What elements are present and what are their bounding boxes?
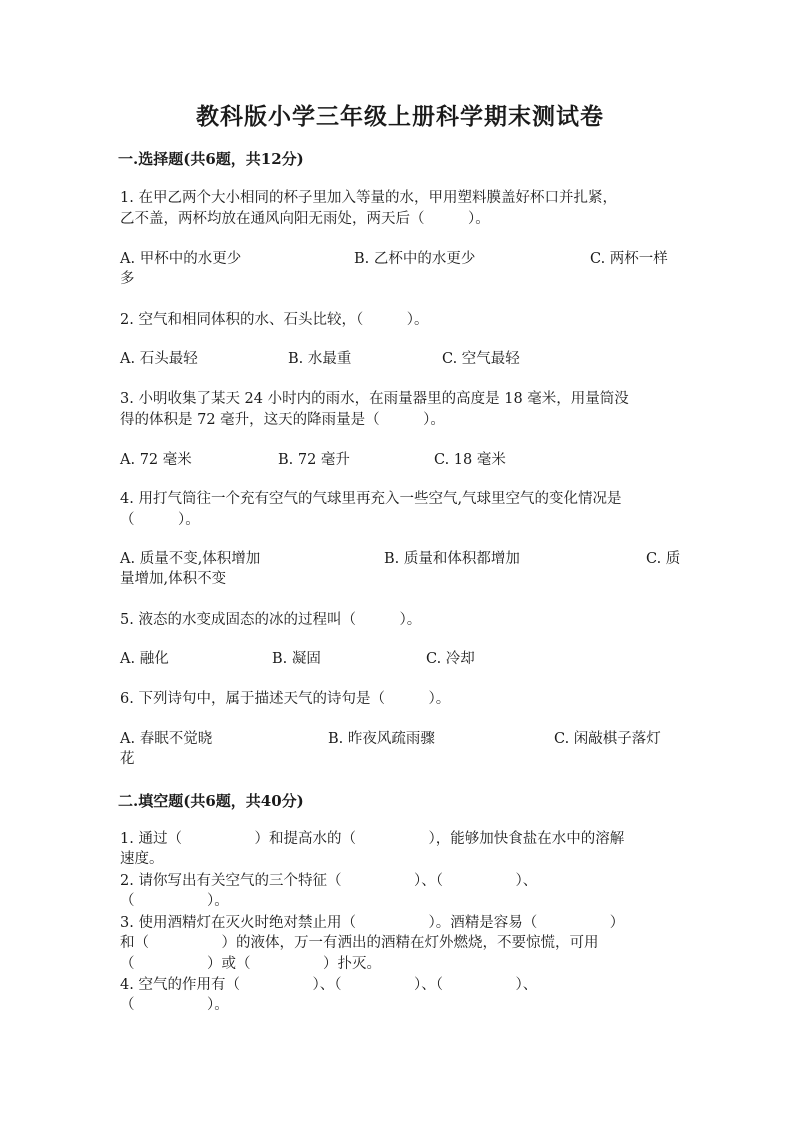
question-4-option-c: C. 质 — [646, 551, 681, 567]
page-title: 教科版小学三年级上册科学期末测试卷 — [196, 103, 604, 130]
question-6-options — [120, 729, 680, 749]
question-1-options — [120, 249, 680, 269]
fill-line-8: 4. 空气的作用有（ ）、（ ）、（ ）、 — [120, 977, 538, 993]
question-1-option-wrap: 多 — [120, 271, 135, 287]
question-3-line-1: 3. 小明收集了某天 24 小时内的雨水，在雨量器里的高度是 18 毫米，用量筒没 — [120, 391, 629, 407]
question-4-option-a: A. 质量不变,体积增加 — [120, 551, 261, 567]
question-2-option-b: B. 水最重 — [288, 351, 352, 367]
question-3-option-c: C. 18 毫米 — [434, 452, 506, 468]
fill-line-2: 速度。 — [120, 851, 164, 867]
question-5-option-c: C. 冷却 — [426, 651, 475, 667]
question-2-option-a: A. 石头最轻 — [120, 351, 198, 367]
question-1-line-2: 乙不盖，两杯均放在通风向阳无雨处，两天后（ ）。 — [120, 211, 490, 227]
question-2-line-1: 2. 空气和相同体积的水、石头比较，（ ）。 — [120, 312, 429, 328]
question-3-option-b: B. 72 毫升 — [278, 452, 350, 468]
question-6-option-wrap: 花 — [120, 751, 135, 767]
section-heading-fill-blank: 二.填空题(共6题，共40分) — [118, 792, 304, 810]
question-6-option-b: B. 昨夜风疏雨骤 — [328, 731, 435, 747]
question-5-line-1: 5. 液态的水变成固态的冰的过程叫（ ）。 — [120, 612, 422, 628]
question-1-option-a: A. 甲杯中的水更少 — [120, 251, 242, 267]
question-2-options — [120, 349, 680, 369]
question-1-line-1: 1. 在甲乙两个大小相同的杯子里加入等量的水，甲用塑料膜盖好杯口并扎紧， — [120, 190, 617, 206]
fill-line-7: （ ）或（ ）扑灭。 — [120, 956, 381, 972]
question-1-option-c: C. 两杯一样 — [590, 251, 668, 267]
question-6-option-a: A. 春眠不觉晓 — [120, 731, 213, 747]
fill-line-4: （ ）。 — [120, 893, 229, 909]
question-3-option-a: A. 72 毫米 — [120, 452, 192, 468]
fill-line-6: 和（ ）的液体，万一有洒出的酒精在灯外燃烧，不要惊慌，可用 — [120, 935, 599, 951]
question-4-options — [120, 549, 680, 569]
question-4-option-b: B. 质量和体积都增加 — [384, 551, 520, 567]
question-1-option-b: B. 乙杯中的水更少 — [354, 251, 476, 267]
fill-line-1: 1. 通过（ ）和提高水的（ ），能够加快食盐在水中的溶解 — [120, 831, 625, 847]
fill-line-5: 3. 使用酒精灯在灭火时绝对禁止用（ ）。酒精是容易（ ） — [120, 915, 625, 931]
fill-line-9: （ ）。 — [120, 997, 229, 1013]
question-3-line-2: 得的体积是 72 毫升，这天的降雨量是（ ）。 — [120, 412, 445, 428]
section-heading-choice: 一.选择题(共6题，共12分) — [118, 150, 304, 168]
fill-line-3: 2. 请你写出有关空气的三个特征（ ）、（ ）、 — [120, 873, 538, 889]
question-6-line-1: 6. 下列诗句中，属于描述天气的诗句是（ ）。 — [120, 691, 451, 707]
question-5-option-a: A. 融化 — [120, 651, 169, 667]
question-4-line-1: 4. 用打气筒往一个充有空气的气球里再充入一些空气,气球里空气的变化情况是 — [120, 491, 622, 507]
question-2-option-c: C. 空气最轻 — [442, 351, 520, 367]
question-5-option-b: B. 凝固 — [272, 651, 321, 667]
question-5-options — [120, 649, 680, 669]
question-4-option-wrap: 量增加,体积不变 — [120, 571, 227, 587]
question-6-option-c: C. 闲敲棋子落灯 — [554, 731, 661, 747]
question-3-options — [120, 450, 680, 470]
question-4-line-2: （ ）。 — [120, 512, 200, 528]
